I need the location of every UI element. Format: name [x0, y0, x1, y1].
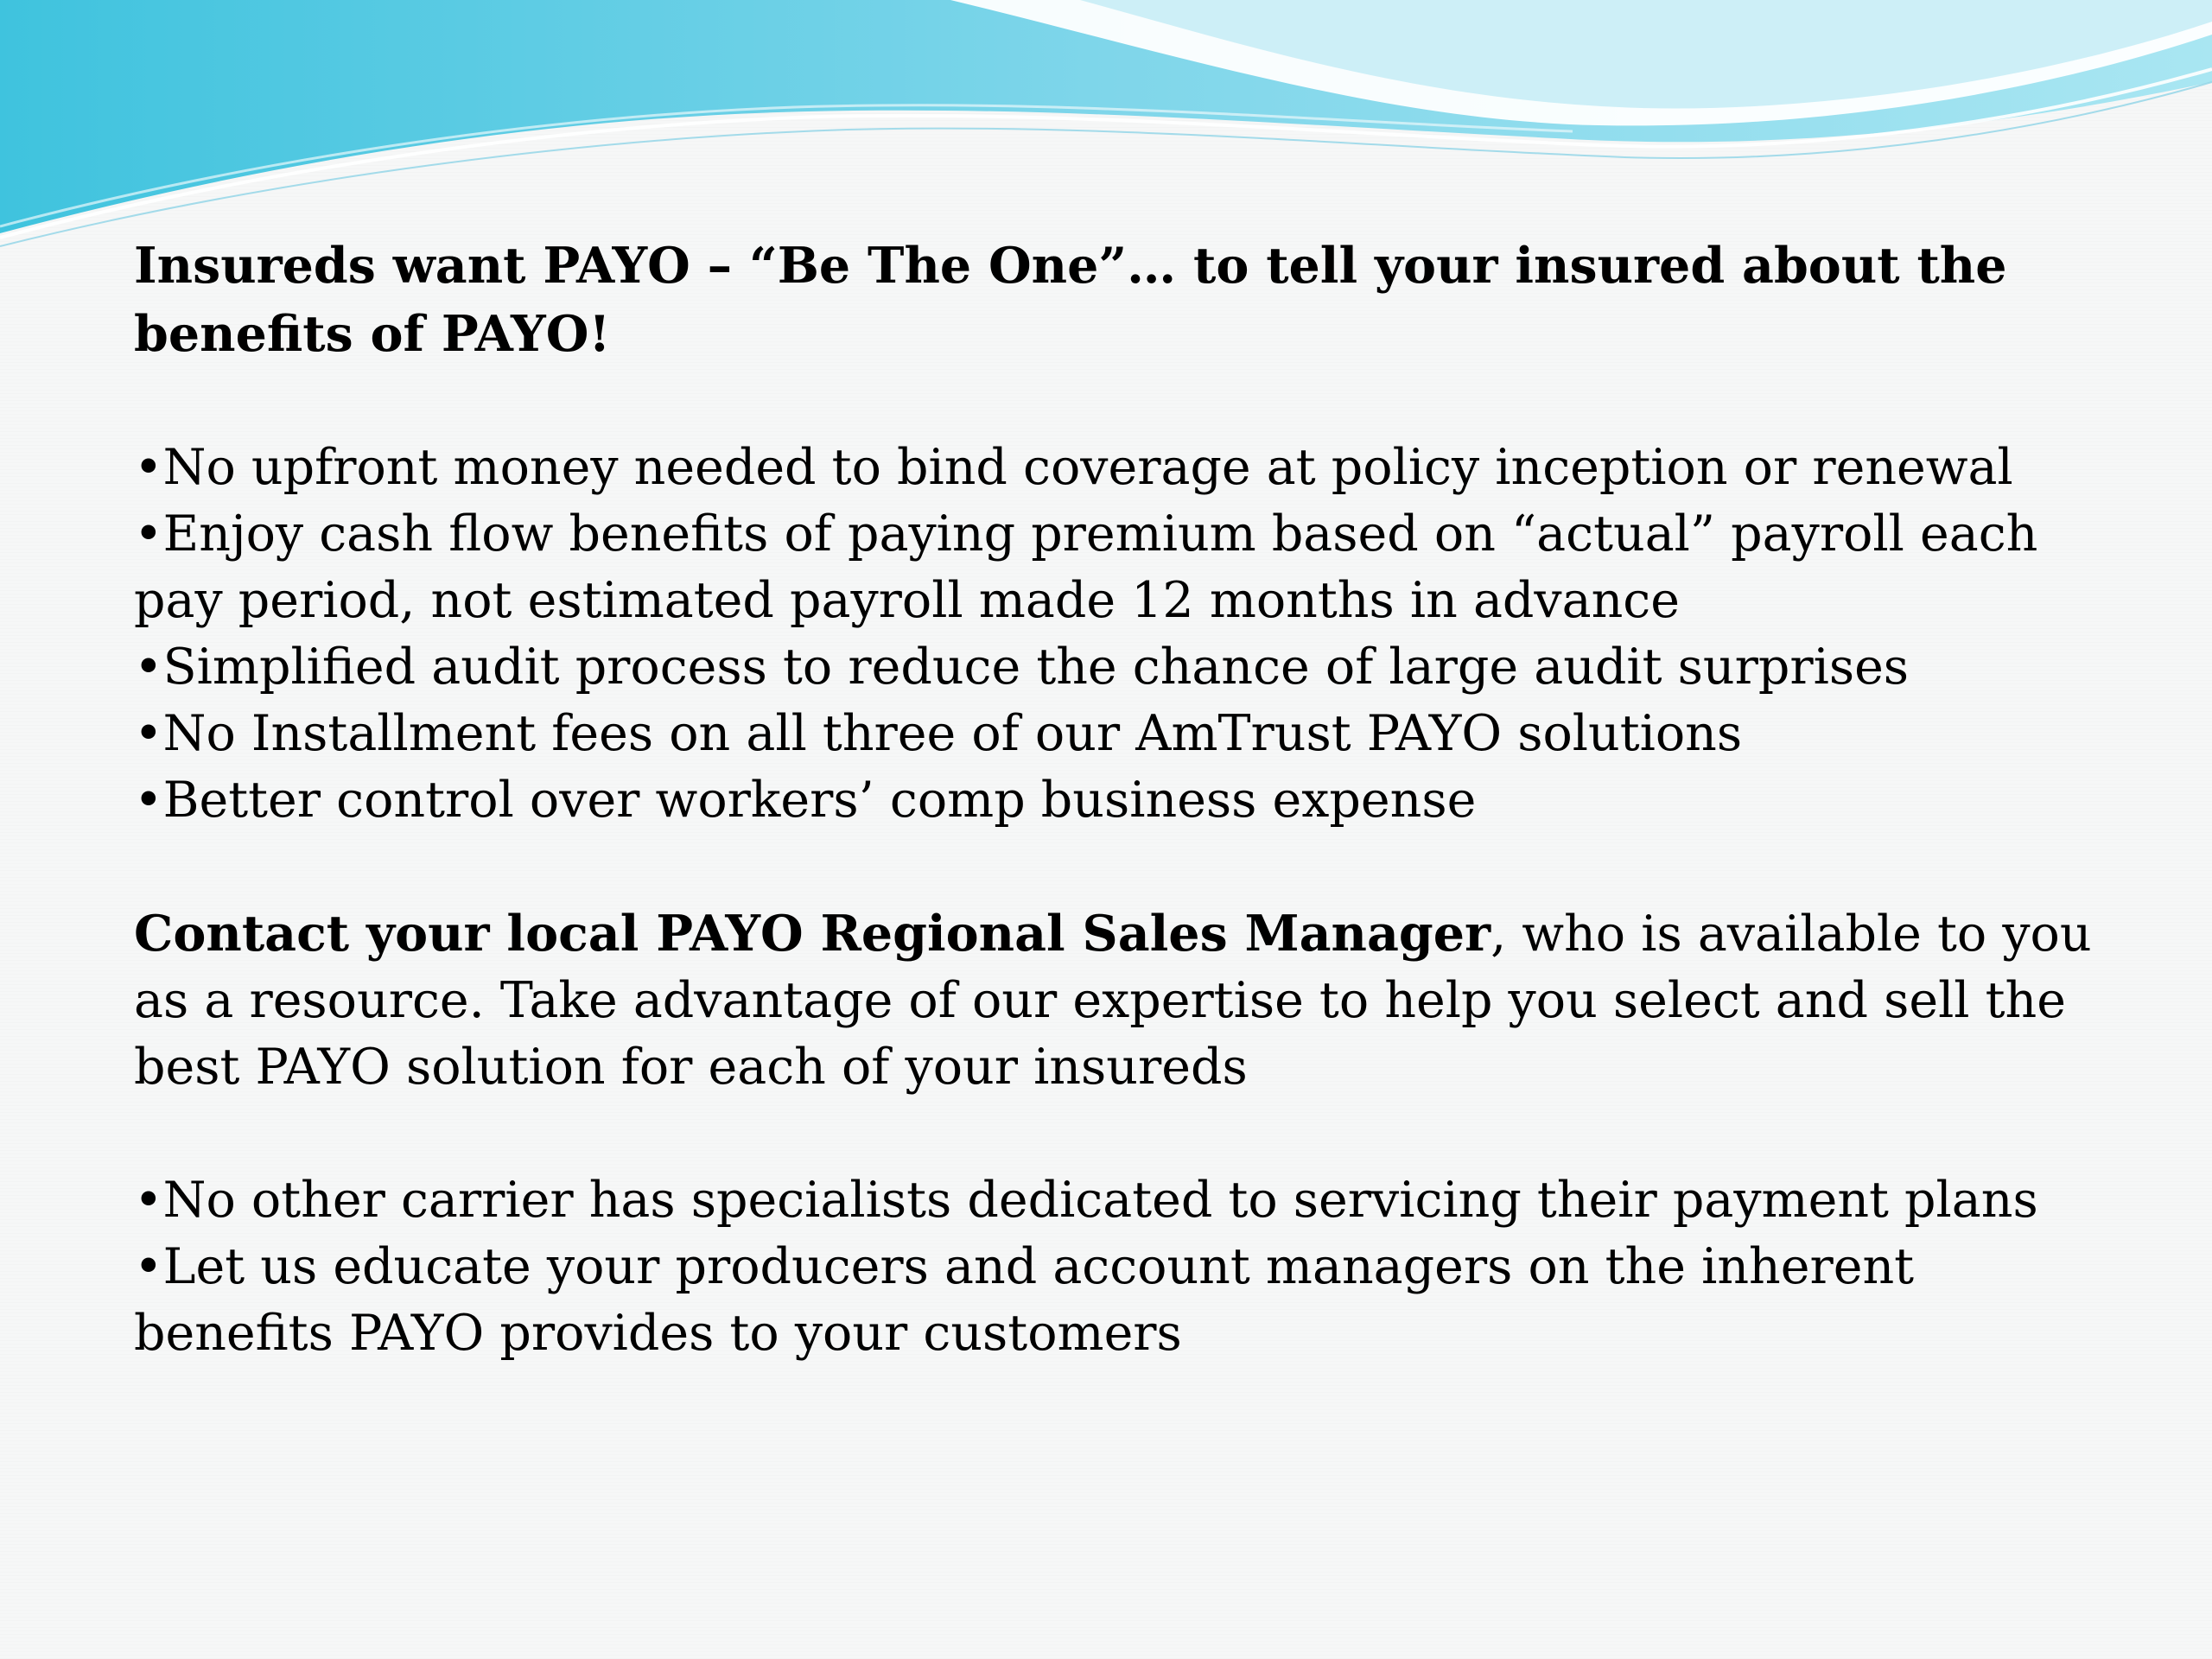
- list-item: •Better control over workers’ comp business expense: [134, 772, 1477, 829]
- list-item: •No Installment fees on all three of our AmTrust PAYO solutions: [134, 705, 1743, 762]
- list-item: •Enjoy cash flow benefits of paying premium based on “actual” payroll each pay period, not estimated payroll made 12 months in advance: [134, 505, 2038, 629]
- wave-decoration: [0, 0, 2212, 259]
- contact-bold: Contact your local PAYO Regional Sales Manager: [134, 905, 1491, 963]
- benefits-list: [134, 435, 2121, 834]
- advantages-list: [134, 1167, 2121, 1367]
- slide-content: [134, 232, 2121, 1367]
- list-item: •No other carrier has specialists dedicated to servicing their payment plans: [134, 1172, 2038, 1229]
- heading: Insureds want PAYO – “Be The One”… to tell your insured about the benefits of PAYO!: [134, 237, 2007, 363]
- list-item: •No upfront money needed to bind coverage at policy inception or renewal: [134, 439, 2013, 496]
- list-item: •Let us educate your producers and account managers on the inherent benefits PAYO provides to your customers: [134, 1238, 1915, 1362]
- contact-rest: , who is available to you as a resource. Take advantage of our expertise to help you select and sell the best PAYO solution for each of your insureds: [134, 906, 2092, 1096]
- list-item: •Simplified audit process to reduce the chance of large audit surprises: [134, 639, 1910, 696]
- contact-paragraph: [134, 900, 2121, 1101]
